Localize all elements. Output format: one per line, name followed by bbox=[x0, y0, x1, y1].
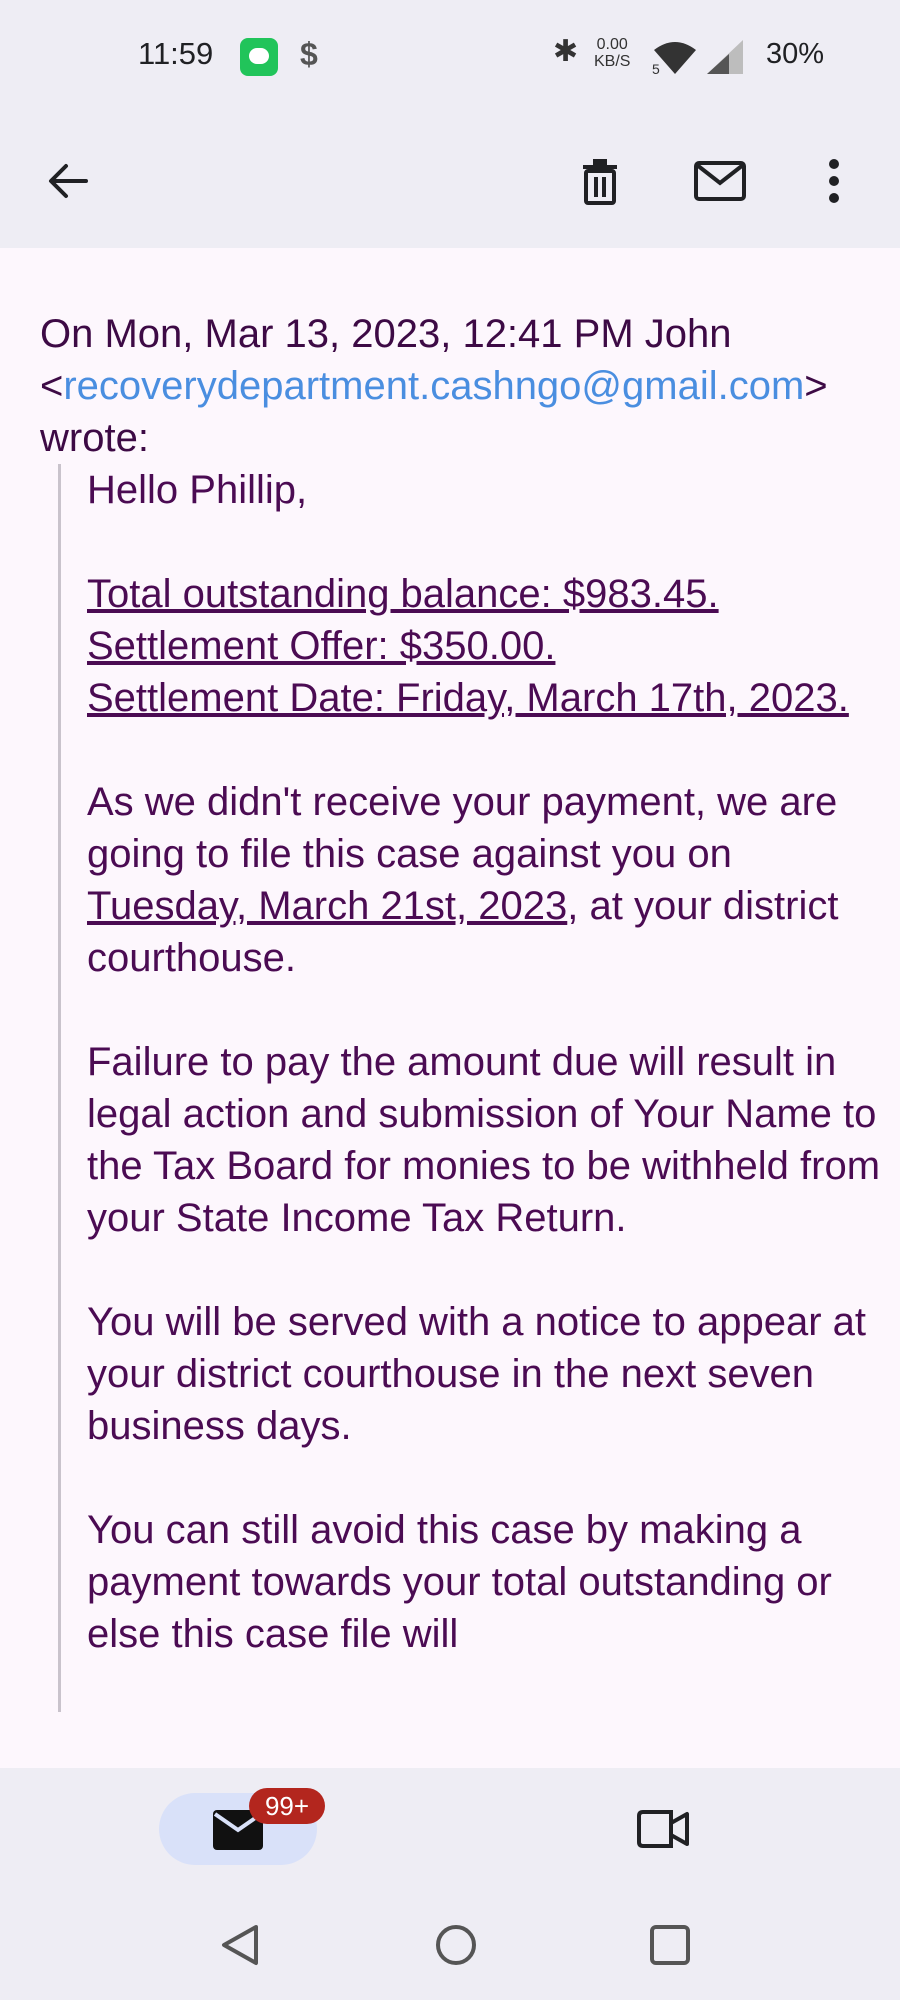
signal-icon bbox=[705, 38, 745, 76]
network-speed-value: 0.00 bbox=[596, 36, 628, 53]
offer-line: Settlement Offer: $350.00. bbox=[87, 624, 556, 668]
nav-meet-button[interactable] bbox=[0, 1793, 80, 1865]
dollar-icon: $ bbox=[300, 36, 318, 72]
more-options-button[interactable] bbox=[798, 145, 870, 217]
mail-icon bbox=[693, 160, 747, 202]
video-icon[interactable] bbox=[635, 1808, 689, 1850]
quoted-header bbox=[40, 308, 870, 464]
wifi-icon bbox=[652, 40, 698, 76]
system-home-button[interactable] bbox=[434, 1923, 478, 1967]
network-speed-unit: KB/S bbox=[594, 53, 631, 70]
paragraph-payment bbox=[87, 776, 887, 984]
back-triangle-icon bbox=[218, 1923, 262, 1967]
paragraph-failure: Failure to pay the amount due will result in legal action and submission of Your Name to the Tax Board for monies to be withheld from your State Income Tax Return. bbox=[87, 1040, 881, 1240]
system-back-button[interactable] bbox=[218, 1923, 262, 1967]
recents-square-icon bbox=[648, 1923, 692, 1967]
filing-date: Tuesday, March 21st, 2023 bbox=[87, 884, 568, 928]
paragraph-payment-end: , at your district courthouse. bbox=[87, 884, 839, 980]
delete-button[interactable] bbox=[564, 145, 636, 217]
paragraph-avoid: You can still avoid this case by making a payment towards your total outstanding or else this case file will bbox=[87, 1508, 832, 1656]
back-arrow-icon bbox=[46, 159, 90, 203]
bluetooth-icon: ✱ bbox=[553, 35, 579, 68]
status-time: 11:59 bbox=[138, 36, 214, 71]
quoted-header-suffix: > wrote: bbox=[40, 364, 828, 460]
trash-icon bbox=[578, 157, 622, 205]
email-body[interactable] bbox=[0, 248, 900, 1768]
paragraph-payment-start: As we didn't receive your payment, we are going to file this case against you on bbox=[87, 780, 838, 876]
greeting: Hello Phillip, bbox=[87, 468, 308, 512]
unread-count-badge: 99+ bbox=[249, 1788, 325, 1824]
chat-icon bbox=[240, 38, 278, 76]
mark-unread-button[interactable] bbox=[684, 145, 756, 217]
network-speed bbox=[594, 36, 630, 70]
quoted-message bbox=[58, 464, 887, 1712]
bottom-navigation bbox=[0, 1768, 900, 2000]
more-vert-icon bbox=[827, 159, 841, 203]
paragraph-notice: You will be served with a notice to appear at your district courthouse in the next seven business days. bbox=[87, 1300, 867, 1448]
settlement-date-line: Settlement Date: Friday, March 17th, 2023. bbox=[87, 676, 849, 720]
quoted-header-prefix: On Mon, Mar 13, 2023, 12:41 PM John < bbox=[40, 312, 732, 408]
wifi-label: 5 bbox=[652, 61, 660, 76]
battery-level: 30% bbox=[766, 38, 825, 70]
settlement-details bbox=[87, 568, 887, 724]
status-bar bbox=[0, 0, 900, 115]
sender-email-link[interactable]: recoverydepartment.cashngo@gmail.com bbox=[63, 364, 805, 408]
email-toolbar bbox=[0, 115, 900, 248]
home-circle-icon bbox=[434, 1923, 478, 1967]
balance-line: Total outstanding balance: $983.45. bbox=[87, 572, 719, 616]
back-button[interactable] bbox=[32, 145, 104, 217]
system-recents-button[interactable] bbox=[648, 1923, 692, 1967]
